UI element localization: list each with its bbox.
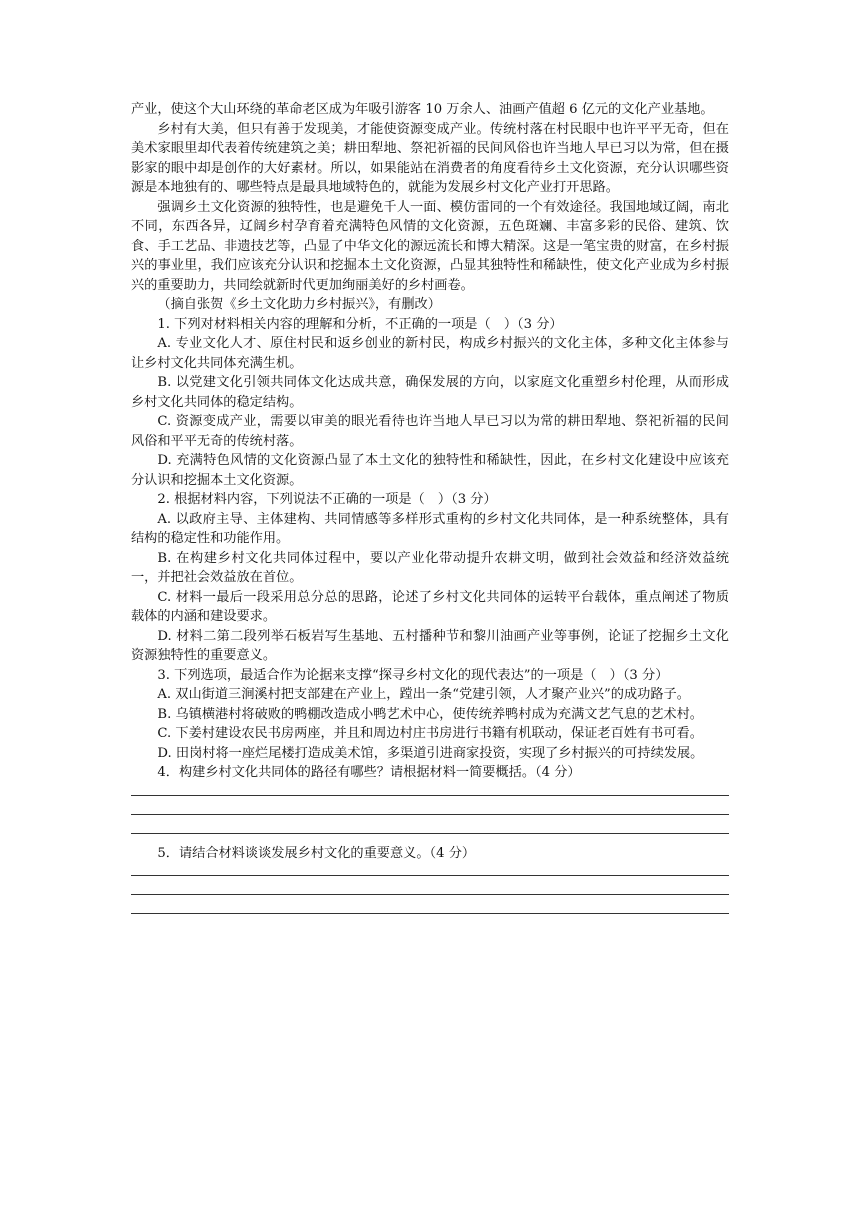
question-2-option-c: C. 材料一最后一段采用总分总的思路，论述了乡村文化共同体的运转平台载体，重点阐述了物质载体的内涵和建设要求。 [131, 589, 729, 624]
question-1-option-b: B. 以党建文化引领共同体文化达成共意，确保发展的方向，以家庭文化重塑乡村伦理，从而形成乡村文化共同体的稳定结构。 [131, 375, 729, 410]
passage-paragraph: 乡村有大美，但只有善于发现美，才能使资源变成产业。传统村落在村民眼中也许平平无奇，但在美术家眼里却代表着传统建筑之美；耕田犁地、祭祀祈福的民间风俗也许当地人早已习以为常，但在摄影家的眼中却是创作的大好素材。所以，如果能站在消费者的角度看待乡土文化资源，充分认识哪些资源是本地独有的、哪些特点是最具地域特色的，就能为发展乡村文化产业打开思路。 [131, 121, 729, 195]
question-3-option-b: B. 乌镇横港村将破败的鸭棚改造成小鸭艺术中心，使传统养鸭村成为充满文艺气息的艺术村。 [157, 706, 703, 722]
passage-paragraph: 产业，使这个大山环绕的革命老区成为年吸引游客 10 万余人、油画产值超 6 亿元的文化产业基地。 [131, 102, 714, 117]
question-3-option-d: D. 田岗村将一座烂尾楼打造成美术馆，多渠道引进商家投资，实现了乡村振兴的可持续发展。 [157, 745, 704, 761]
question-2-option-d: D. 材料二第二段列举石板岩写生基地、五村播种节和黎川油画产业等事例，论证了挖掘乡土文化资源独特性的重要意义。 [131, 628, 729, 663]
passage-paragraph: 强调乡土文化资源的独特性，也是避免千人一面、模仿雷同的一个有效途径。我国地域辽阔，南北不同，东西各异，辽阔乡村孕育着充满特色风情的文化资源，五色斑斓、丰富多彩的民俗、建筑、饮食、手工艺品、非遗技艺等，凸显了中华文化的源远流长和博大精深。这是一笔宝贵的财富，在乡村振兴的事业里，我们应该充分认识和挖掘本土文化资源，凸显其独特性和稀缺性，使文化产业成为乡村振兴的重要助力，共同绘就新时代更加绚丽美好的乡村画卷。 [131, 199, 729, 293]
question-3-option-a: A. 双山街道三涧溪村把支部建在产业上，蹚出一条“党建引领，人才聚产业兴”的成功路子。 [157, 687, 690, 702]
question-2-stem: 2. 根据材料内容，下列说法不正确的一项是（ ）（3 分） [157, 492, 497, 507]
question-1-stem: 1. 下列对材料相关内容的理解和分析，不正确的一项是（ ）（3 分） [157, 316, 563, 332]
question-3-stem: 3. 下列选项，最适合作为论据来支撑“探寻乡村文化的现代表达”的一项是（ ）（3 分） [157, 667, 669, 683]
passage-source: （摘自张贺《乡土文化助力乡村振兴》，有删改） [157, 297, 441, 312]
question-5-stem: 5．请结合材料谈谈发展乡村文化的重要意义。（4 分） [157, 845, 476, 861]
question-3-option-c: C. 下姜村建设农民书房两座，并且和周边村庄书房进行书籍有机联动，保证老百姓有书可看。 [157, 726, 703, 741]
question-2-option-b: B. 在构建乡村文化共同体过程中，要以产业化带动提升农耕文明，做到社会效益和经济效益统一，并把社会效益放在首位。 [131, 550, 729, 585]
question-1-option-d: D. 充满特色风情的文化资源凸显了本土文化的独特性和稀缺性，因此，在乡村文化建设中应该充分认识和挖掘本土文化资源。 [131, 453, 729, 488]
question-1-option-a: A. 专业文化人才、原住村民和返乡创业的新村民，构成乡村振兴的文化主体，多种文化主体参与让乡村文化共同体充满生机。 [131, 336, 729, 371]
answer-line[interactable] [131, 913, 729, 914]
document-page [131, 100, 729, 914]
question-1-option-c: C. 资源变成产业，需要以审美的眼光看待也许当地人早已习以为常的耕田犁地、祭祀祈福的民间风俗和平平无奇的传统村落。 [131, 414, 729, 449]
question-2-option-a: A. 以政府主导、主体建构、共同情感等多样形式重构的乡村文化共同体，是一种系统整体，具有结构的稳定性和功能作用。 [131, 511, 729, 546]
question-4-stem: 4．构建乡村文化共同体的路径有哪些？请根据材料一简要概括。（4 分） [157, 765, 581, 780]
